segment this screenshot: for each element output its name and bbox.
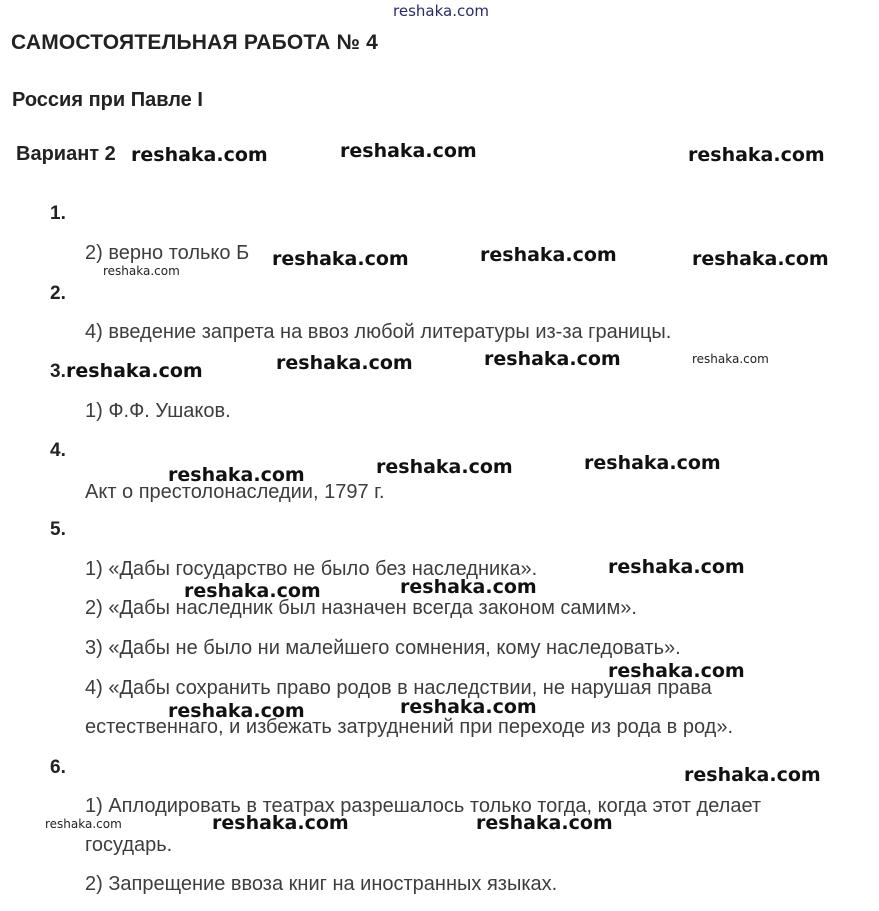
variant-heading: Вариант 2	[16, 143, 116, 165]
watermark: reshaka.com	[692, 352, 769, 366]
watermark: reshaka.com	[272, 248, 409, 270]
answer-line: 2) верно только Б	[85, 242, 250, 264]
watermark: reshaka.com	[400, 576, 537, 598]
watermark: reshaka.com	[484, 348, 621, 370]
question-number: 5.	[50, 519, 66, 540]
answer-line: естественнаго, и избежать затруднений при переходе из рода в род».	[85, 716, 734, 738]
watermark: reshaka.com	[400, 696, 537, 718]
watermark: reshaka.com	[168, 700, 305, 722]
answer-line: государь.	[85, 834, 173, 856]
topic-heading: Россия при Павле I	[12, 89, 203, 111]
answer-line: 4) введение запрета на ввоз любой литературы из-за границы.	[85, 321, 672, 343]
watermark: reshaka.com	[276, 352, 413, 374]
question-number: 1.	[50, 203, 66, 224]
watermark: reshaka.com	[66, 360, 203, 382]
question-number: 6.	[50, 757, 66, 778]
answer-line: 1) Ф.Ф. Ушаков.	[85, 400, 231, 422]
watermark: reshaka.com	[688, 144, 825, 166]
watermark: reshaka.com	[608, 556, 745, 578]
page-title: САМОСТОЯТЕЛЬНАЯ РАБОТА № 4	[11, 31, 379, 54]
answer-line: 1) Аплодировать в театрах разрешалось только тогда, когда этот делает	[85, 795, 762, 817]
watermark: reshaka.com	[131, 144, 268, 166]
watermark: reshaka.com	[684, 764, 821, 786]
watermark: reshaka.com	[608, 660, 745, 682]
watermark: reshaka.com	[376, 456, 513, 478]
question-number: 4.	[50, 440, 66, 461]
watermark: reshaka.com	[45, 817, 122, 831]
question-number: 3.	[50, 361, 66, 382]
answer-line: 2) «Дабы наследник был назначен всегда законом самим».	[85, 597, 637, 619]
watermark: reshaka.com	[168, 464, 305, 486]
answer-line: 2) Запрещение ввоза книг на иностранных языках.	[85, 873, 558, 895]
watermark: reshaka.com	[476, 812, 613, 834]
watermark: reshaka.com	[184, 580, 321, 602]
answer-line: 4) «Дабы сохранить право родов в наследствии, не нарушая права	[85, 677, 712, 699]
answer-line: 3) «Дабы не было ни малейшего сомнения, кому наследовать».	[85, 637, 681, 659]
question-number: 2.	[50, 283, 66, 304]
watermark: reshaka.com	[212, 812, 349, 834]
watermark: reshaka.com	[584, 452, 721, 474]
watermark: reshaka.com	[103, 264, 180, 278]
watermark-top: reshaka.com	[393, 2, 489, 20]
watermark: reshaka.com	[692, 248, 829, 270]
watermark: reshaka.com	[480, 244, 617, 266]
answer-line: Акт о престолонаследии, 1797 г.	[85, 481, 385, 503]
watermark: reshaka.com	[340, 140, 477, 162]
answer-line: 1) «Дабы государство не было без наследника».	[85, 558, 538, 580]
